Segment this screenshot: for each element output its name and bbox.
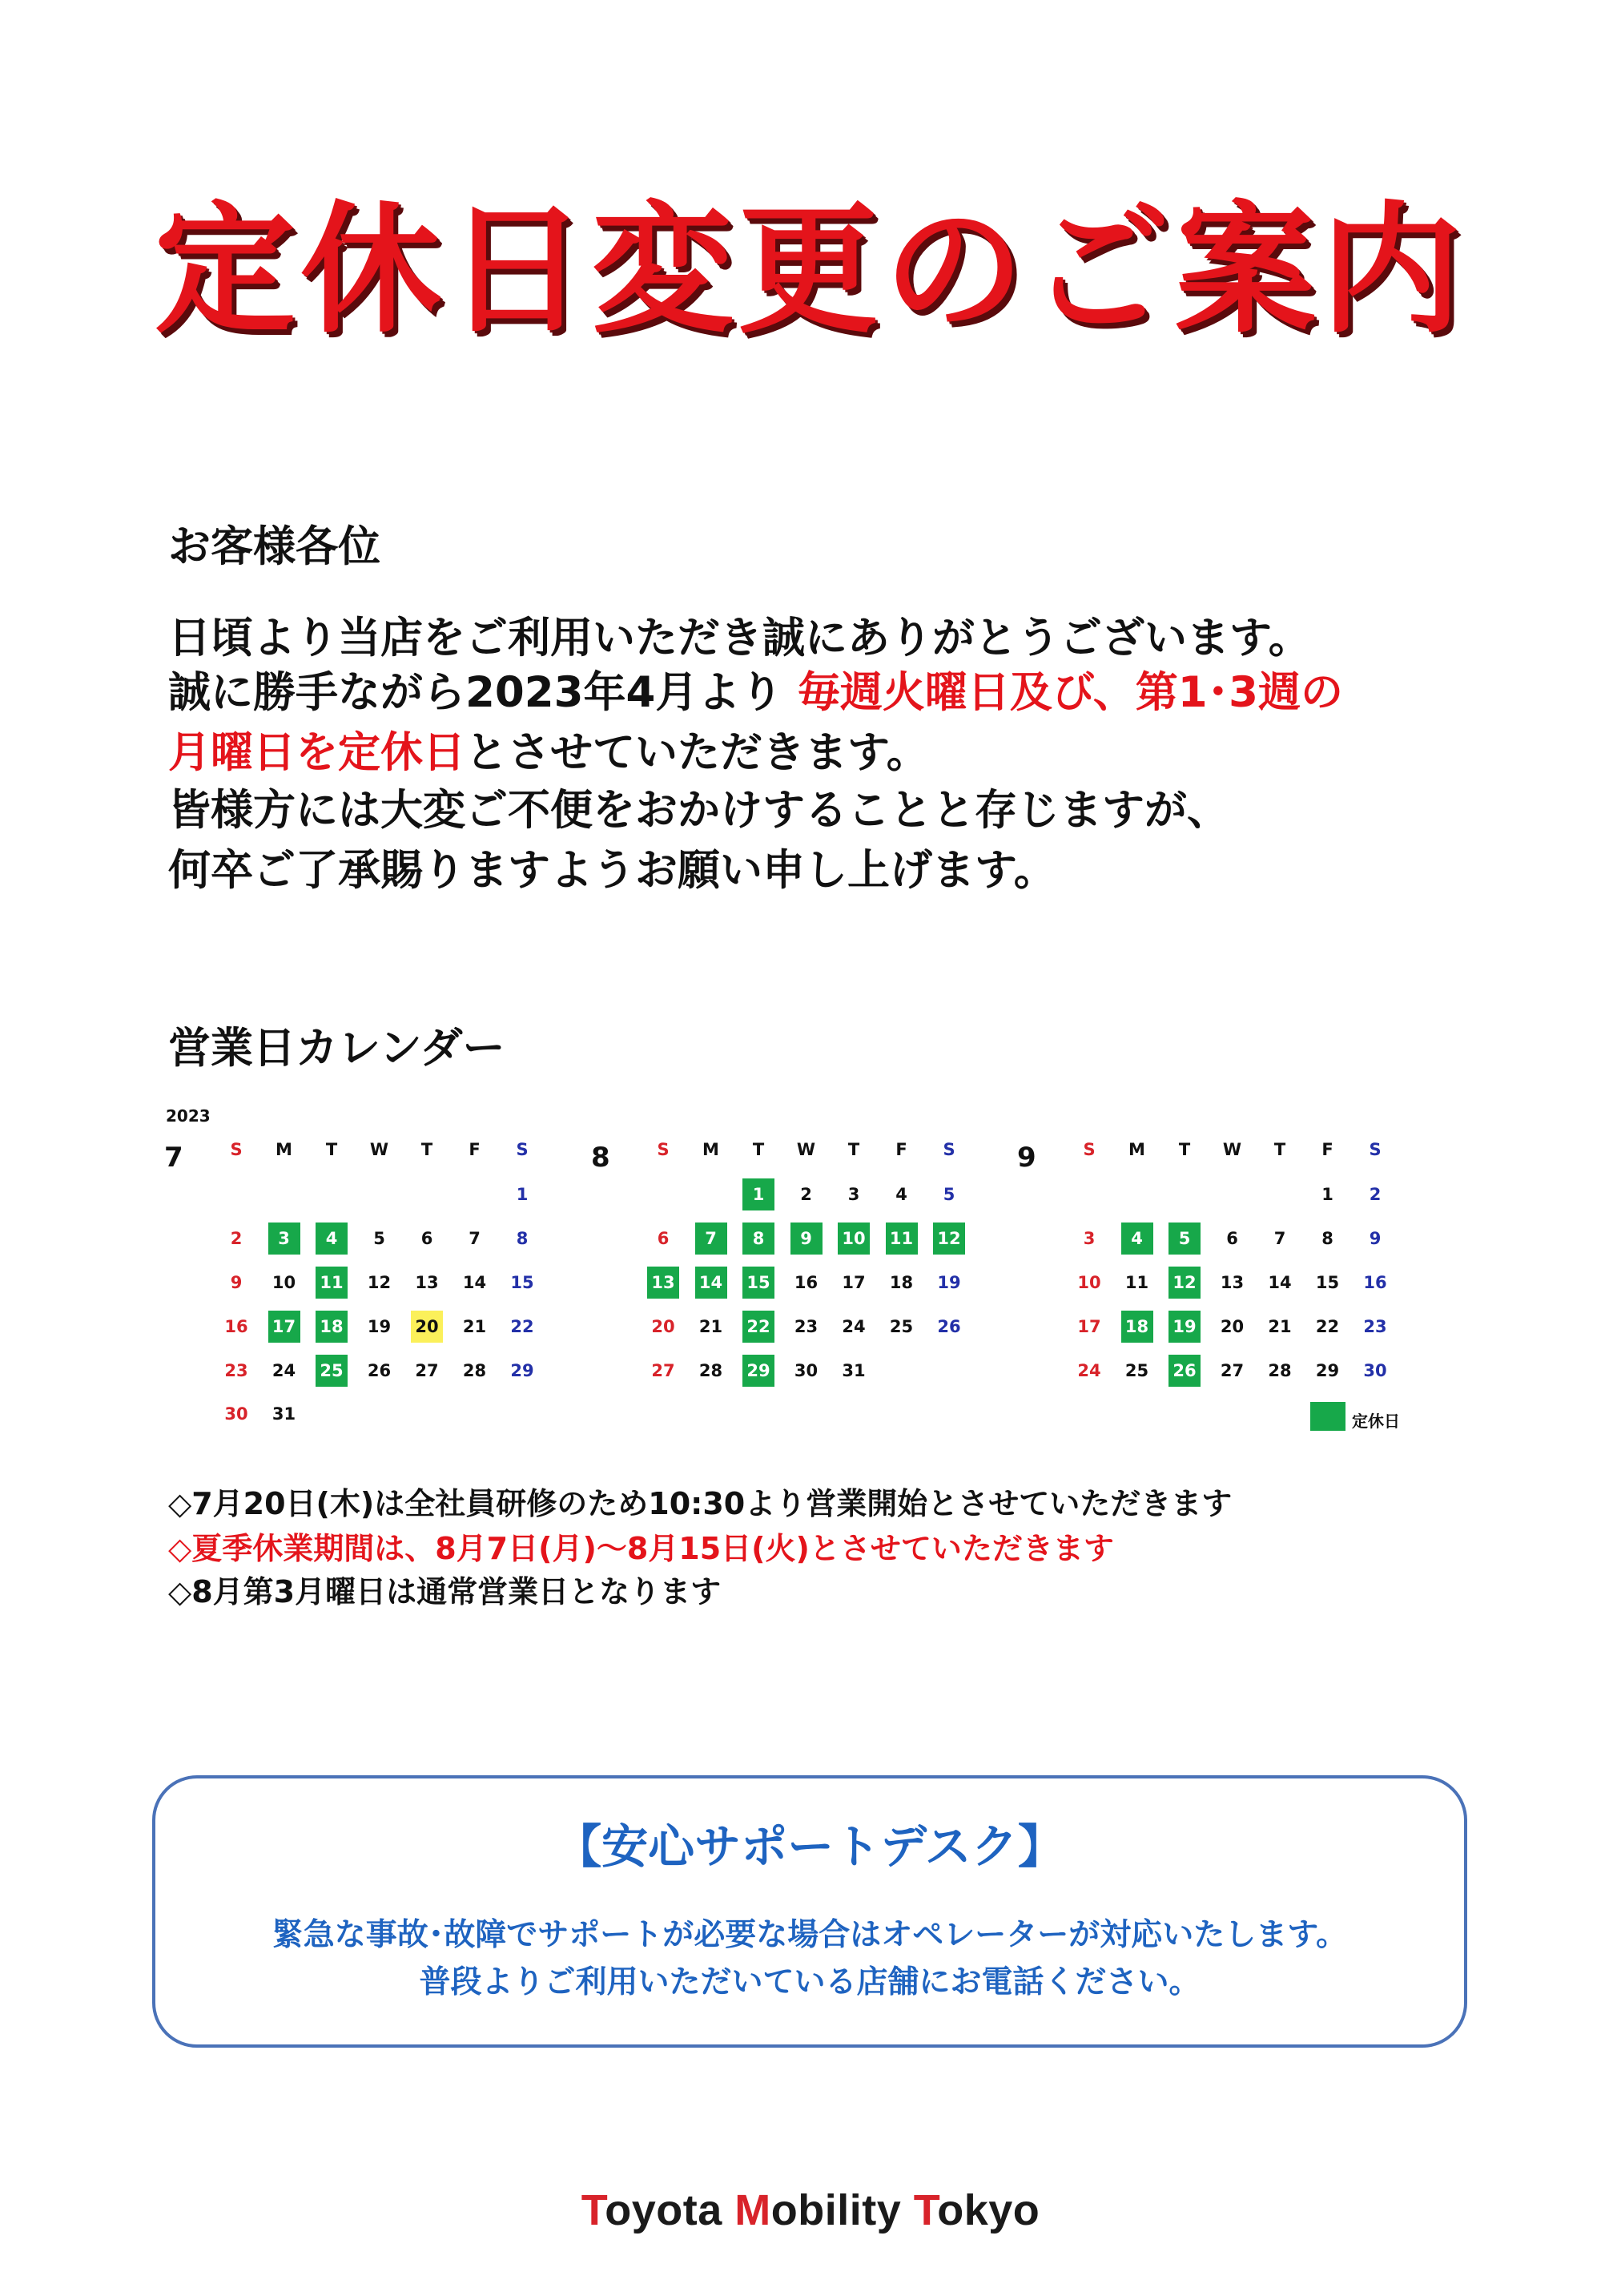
calendar-day: 8 <box>516 1229 529 1248</box>
calendar-day: 21 <box>1268 1317 1292 1336</box>
support-line-2: 普段よりご利用いただいている店舗にお電話ください。 <box>419 1964 1201 2000</box>
weekday-header: T <box>1273 1140 1286 1159</box>
calendar-day: 24 <box>1077 1361 1101 1380</box>
calendar-day: 27 <box>415 1361 439 1380</box>
body-line-4: 皆様方には大変ご不便をおかけすることと存じますが、 <box>168 786 1229 835</box>
calendar-day: 6 <box>657 1229 670 1248</box>
calendar-day: 8 <box>742 1223 774 1255</box>
calendar-day: 18 <box>1121 1311 1153 1343</box>
calendar-day: 22 <box>742 1311 774 1343</box>
weekday-header: M <box>276 1140 292 1159</box>
calendar-day: 20 <box>411 1311 443 1343</box>
page-title: 定休日変更のご案内 <box>154 188 1466 352</box>
calendar-day: 22 <box>510 1317 534 1336</box>
weekday-header: S <box>1083 1140 1096 1159</box>
note-3: ◇8月第3月曜日は通常営業日となります <box>168 1574 722 1609</box>
body-line-3-highlight: 月曜日を定休日 <box>168 728 465 777</box>
weekday-header: T <box>325 1140 338 1159</box>
calendar-day: 16 <box>224 1317 248 1336</box>
note-2: ◇夏季休業期間は、8月7日(月)～8月15日(火)とさせていただきます <box>168 1531 1114 1566</box>
calendar-day: 7 <box>1273 1229 1286 1248</box>
calendar-day: 9 <box>230 1273 243 1292</box>
calendar-day: 12 <box>933 1223 965 1255</box>
calendar-day: 31 <box>272 1404 296 1424</box>
calendar-day: 23 <box>794 1317 819 1336</box>
calendar-day: 15 <box>1315 1273 1340 1292</box>
calendar-day: 30 <box>794 1361 819 1380</box>
month-label: 9 <box>1017 1142 1036 1174</box>
calendar-day: 19 <box>937 1273 961 1292</box>
calendar-day: 11 <box>1124 1273 1149 1292</box>
body-line-3-suffix: とさせていただきます。 <box>465 728 929 777</box>
support-box <box>152 1775 1467 2048</box>
weekday-header: S <box>1369 1140 1382 1159</box>
calendar-day: 5 <box>1168 1223 1201 1255</box>
calendar-day: 13 <box>415 1273 439 1292</box>
calendar-day: 16 <box>1363 1273 1387 1292</box>
calendar-day: 17 <box>842 1273 866 1292</box>
calendar-day: 1 <box>516 1185 529 1204</box>
calendar-day: 2 <box>800 1185 812 1204</box>
calendar-day: 23 <box>224 1361 248 1380</box>
weekday-header: M <box>1128 1140 1145 1159</box>
calendar-day: 6 <box>420 1229 433 1248</box>
calendar-day: 25 <box>889 1317 914 1336</box>
weekday-header: S <box>516 1140 529 1159</box>
calendar-day: 31 <box>842 1361 866 1380</box>
calendar-day: 7 <box>469 1229 481 1248</box>
calendar-day: 3 <box>268 1223 300 1255</box>
calendar-day: 7 <box>695 1223 727 1255</box>
calendar-day: 13 <box>1220 1273 1245 1292</box>
weekday-header: F <box>895 1140 907 1159</box>
calendar-day: 21 <box>698 1317 723 1336</box>
calendar-day: 1 <box>742 1178 774 1210</box>
calendar-day: 22 <box>1315 1317 1340 1336</box>
calendar-day: 5 <box>943 1185 955 1204</box>
calendar-day: 17 <box>1077 1317 1101 1336</box>
support-line-1: 緊急な事故･故障でサポートが必要な場合はオペレーターが対応いたします。 <box>272 1917 1348 1953</box>
calendar-day: 29 <box>510 1361 534 1380</box>
weekday-header: F <box>1321 1140 1333 1159</box>
calendar-day: 2 <box>230 1229 243 1248</box>
calendar-day: 29 <box>1315 1361 1340 1380</box>
calendar-day: 27 <box>651 1361 675 1380</box>
calendar-day: 5 <box>373 1229 385 1248</box>
body-line-5: 何卒ご了承賜りますようお願い申し上げます。 <box>168 846 1056 895</box>
calendar-day: 23 <box>1363 1317 1387 1336</box>
calendar-day: 17 <box>268 1311 300 1343</box>
calendar-day: 11 <box>886 1223 918 1255</box>
month-label: 8 <box>591 1142 610 1174</box>
legend-swatch <box>1310 1402 1345 1431</box>
calendar-day: 4 <box>895 1185 907 1204</box>
greeting: お客様各位 <box>168 522 380 571</box>
calendar-day: 11 <box>316 1267 348 1299</box>
calendar-day: 30 <box>1363 1361 1387 1380</box>
note-1: ◇7月20日(木)は全社員研修のため10:30より営業開始とさせていただきます <box>168 1486 1233 1521</box>
calendar-day: 9 <box>790 1223 823 1255</box>
calendar-day: 2 <box>1369 1185 1382 1204</box>
weekday-header: S <box>230 1140 243 1159</box>
calendar-day: 26 <box>937 1317 961 1336</box>
calendar-day: 20 <box>1220 1317 1245 1336</box>
calendar-day: 24 <box>842 1317 866 1336</box>
calendar-day: 26 <box>367 1361 392 1380</box>
calendar-day: 19 <box>367 1317 392 1336</box>
calendar-day: 4 <box>316 1223 348 1255</box>
calendar-day: 8 <box>1321 1229 1333 1248</box>
weekday-header: T <box>752 1140 765 1159</box>
body-line-1: 日頃より当店をご利用いただき誠にありがとうございます。 <box>168 614 1311 663</box>
calendar-day: 12 <box>1168 1267 1201 1299</box>
weekday-header: W <box>1222 1140 1242 1159</box>
calendar-day: 14 <box>695 1267 727 1299</box>
body-line-2-prefix: 誠に勝手ながら2023年4月より <box>168 668 798 717</box>
calendar-day: 15 <box>742 1267 774 1299</box>
calendar-day: 26 <box>1168 1355 1201 1387</box>
calendar-day: 28 <box>1268 1361 1292 1380</box>
month-label: 7 <box>164 1142 183 1174</box>
calendar-day: 25 <box>316 1355 348 1387</box>
weekday-header: T <box>1178 1140 1191 1159</box>
calendar-day: 12 <box>367 1273 392 1292</box>
calendar-day: 30 <box>224 1404 248 1424</box>
calendar-day: 3 <box>847 1185 860 1204</box>
brand-logo: Toyota Mobility Tokyo <box>581 2186 1040 2234</box>
weekday-header: T <box>420 1140 433 1159</box>
calendar-day: 10 <box>838 1223 870 1255</box>
calendar-day: 4 <box>1121 1223 1153 1255</box>
body-line-2 <box>168 668 1343 717</box>
calendar-day: 28 <box>698 1361 723 1380</box>
calendar-day: 13 <box>647 1267 679 1299</box>
calendar-day: 21 <box>462 1317 487 1336</box>
calendar-day: 18 <box>889 1273 914 1292</box>
body-line-3 <box>168 728 929 777</box>
weekday-header: F <box>469 1140 481 1159</box>
calendar-day: 28 <box>462 1361 487 1380</box>
calendar-day: 10 <box>1077 1273 1101 1292</box>
calendar-day: 25 <box>1124 1361 1149 1380</box>
weekday-header: M <box>702 1140 719 1159</box>
calendar-day: 15 <box>510 1273 534 1292</box>
body-line-2-highlight: 毎週火曜日及び、第1･3週の <box>797 668 1343 717</box>
calendar-day: 16 <box>794 1273 819 1292</box>
calendar-day: 24 <box>272 1361 296 1380</box>
weekday-header: T <box>847 1140 860 1159</box>
calendar-day: 29 <box>742 1355 774 1387</box>
calendar-day: 1 <box>1321 1185 1333 1204</box>
weekday-header: W <box>369 1140 389 1159</box>
calendar-day: 3 <box>1083 1229 1096 1248</box>
weekday-header: S <box>657 1140 670 1159</box>
calendar-day: 27 <box>1220 1361 1245 1380</box>
support-title: 【安心サポートデスク】 <box>555 1819 1064 1874</box>
calendar-day: 19 <box>1168 1311 1201 1343</box>
calendar-day: 10 <box>272 1273 296 1292</box>
calendar-heading: 営業日カレンダー <box>168 1024 505 1073</box>
legend-label: 定休日 <box>1352 1412 1400 1431</box>
calendar-day: 18 <box>316 1311 348 1343</box>
weekday-header: W <box>796 1140 816 1159</box>
calendar-day: 14 <box>1268 1273 1292 1292</box>
calendar-day: 6 <box>1226 1229 1238 1248</box>
calendar-day: 14 <box>462 1273 487 1292</box>
calendar-day: 9 <box>1369 1229 1382 1248</box>
weekday-header: S <box>943 1140 955 1159</box>
calendar-day: 20 <box>651 1317 675 1336</box>
calendar-year: 2023 <box>166 1106 211 1126</box>
